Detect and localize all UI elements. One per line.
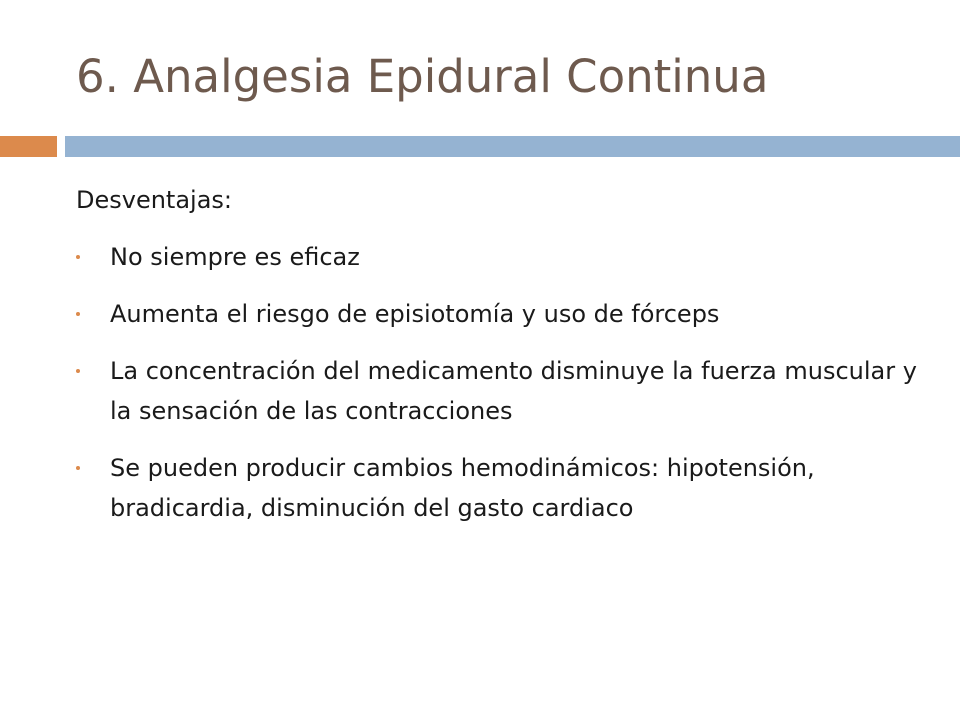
bullet-dot-icon [76, 369, 80, 373]
bullet-item [76, 448, 936, 528]
slide-title: 6. Analgesia Epidural Continua [76, 50, 769, 103]
bullet-item [76, 294, 936, 334]
section-heading: Desventajas: [76, 186, 233, 214]
bullet-text: Aumenta el riesgo de episiotomía y uso de fórceps [110, 300, 720, 328]
content-area [76, 180, 936, 545]
bullet-dot-icon [76, 255, 80, 259]
bullet-dot-icon [76, 466, 80, 470]
bullet-text: La concentración del medicamento disminuye la fuerza muscular y la sensación de las contracciones [110, 357, 917, 425]
bullet-list [76, 237, 936, 528]
bullet-dot-icon [76, 312, 80, 316]
bullet-text: Se pueden producir cambios hemodinámicos: hipotensión, bradicardia, disminución del gasto cardiaco [110, 454, 815, 522]
title-divider-bar [65, 136, 960, 157]
title-accent-bar [0, 136, 57, 157]
bullet-item [76, 237, 936, 277]
bullet-text: No siempre es eficaz [110, 243, 360, 271]
bullet-item [76, 351, 936, 431]
